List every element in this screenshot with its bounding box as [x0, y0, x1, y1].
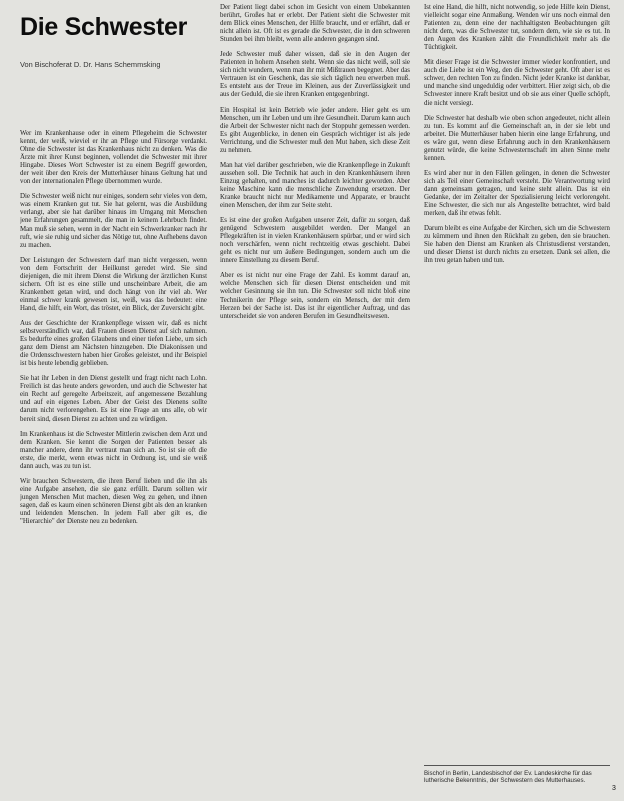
paragraph: Es ist eine der großen Aufgaben unserer Zeit, dafür zu sorgen, daß genügend Schwestern ausgebildet werden. Der Mangel an Pflegekräften ist in vielen Krankenhäusern spürbar, und er wird sich noch verschärfen, wenn nicht rechtzeitig etwas geschieht. Dabei geht es nicht nur um äußere Bedingungen, sondern auch um die innere Einstellung zu diesem Beruf.: [220, 217, 410, 265]
text-column-2: [220, 4, 410, 796]
article-byline: Von Bischoferat D. Dr. Hans Schemmsking: [20, 60, 161, 69]
text-column-1: [20, 130, 207, 796]
paragraph: Jede Schwester muß daher wissen, daß sie in den Augen der Patienten in hohem Ansehen steht. Wenn sie das nicht weiß, soll sie sich nicht wundern, wenn man ihr mit Mißtrauen begegnet. Aber das Vertrauen ist ein Geschenk, das sie sich täglich neu erwerben muß. Es entsteht aus der Treue im Kleinen, aus der Zuverlässigkeit und aus der Geduld, die sie ihren Kranken entgegenbringt.: [220, 51, 410, 99]
footnote-divider: [424, 765, 610, 766]
paragraph: Der Leistungen der Schwestern darf man nicht vergessen, wenn von dem Fortschritt der Heilkunst geredet wird. Sie sind diejenigen, die mit ihrem Dienst die Wirkung der ärztlichen Kunst sichern. Oft ist es eine stille und unscheinbare Arbeit, die am Krankenbett getan wird, und doch hängt von ihr viel ab. Wer einmal schwer krank gewesen ist, weiß, was das bedeutet: eine Hand, die hilft, ein Wort, das tröstet, ein Blick, der Zuversicht gibt.: [20, 256, 207, 312]
paragraph: Sie hat ihr Leben in den Dienst gestellt und fragt nicht nach Lohn. Freilich ist das heute anders geworden, und auch die Schwester hat ein Recht auf geregelte Arbeitszeit, auf angemessene Bezahlung und auf ein eigenes Leben. Aber der Geist des Dienens sollte darum nicht verlorengehen. Es ist eine Frage an uns alle, ob wir bereit sind, diesen Dienst zu achten und zu würdigen.: [20, 375, 207, 423]
paragraph: Wer im Krankenhause oder in einem Pflegeheim die Schwester kennt, der weiß, wieviel er ihr an Pflege und Fürsorge verdankt. Ohne die Schwester ist das Krankenhaus nicht zu denken. Was die Ärzte mit ihrer Kunst beginnen, vollendet die Schwester mit ihrer Hingabe. Dieses Wort Schwester ist zu einem Begriff geworden, der weit über den Kreis der Mutterhäuser hinaus Geltung hat und von der internationalen Pflege übernommen wurde.: [20, 130, 207, 186]
paragraph: Es wird aber nur in den Fällen gelingen, in denen die Schwester sich als Teil einer Gemeinschaft versteht. Die Verantwortung wird dann gemeinsam getragen, und keine steht allein. Das ist ein Gedanke, der im Zeitalter der Spezialisierung leicht verlorengeht. Eine Schwester, die sich nur als Angestellte betrachtet, wird bald merken, daß ihr etwas fehlt.: [424, 169, 610, 218]
paragraph: Ist eine Hand, die hilft, nicht notwendig, so jede Hilfe kein Dienst, vielleicht sogar eine Anmaßung. Wenden wir uns noch einmal den Patienten zu, denn eine der nachhaltigsten Beobachtungen gilt nicht dem, was die Schwester tut, sondern dem, wie sie es tut. In den Augen des Kranken zählt die Freundlichkeit mehr als die Tüchtigkeit.: [424, 4, 610, 52]
paragraph: Man hat viel darüber geschrieben, wie die Krankenpflege in Zukunft aussehen soll. Die Technik hat auch in den Krankenhäusern ihren Einzug gehalten, und manches ist dadurch leichter geworden. Aber keine Maschine kann die menschliche Zuwendung ersetzen. Der Kranke braucht nicht nur Medikamente und Apparate, er braucht einen Menschen, der ihm zur Seite steht.: [220, 161, 410, 210]
paragraph: Ein Hospital ist kein Betrieb wie jeder andere. Hier geht es um Menschen, um ihr Leben und um ihre Gesundheit. Darum kann auch die Arbeit der Schwester nicht nach der Stoppuhr gemessen werden. Es gibt Augenblicke, in denen ein Gespräch wichtiger ist als jede Verrichtung, und die Schwester muß den Mut haben, sich diese Zeit zu nehmen.: [220, 106, 410, 154]
page-number: 3: [612, 785, 616, 792]
paragraph: Im Krankenhaus ist die Schwester Mittlerin zwischen dem Arzt und dem Kranken. Sie kennt die Sorgen der Patienten besser als mancher andere, denn ihr vertraut man sich an. So ist sie oft die erste, die merkt, wenn etwas nicht in Ordnung ist, und sie weiß dann auch, was zu tun ist.: [20, 430, 207, 470]
paragraph: Darum bleibt es eine Aufgabe der Kirchen, sich um die Schwestern zu kümmern und ihnen den Rückhalt zu geben, den sie brauchen. Sie haben den Dienst am Kranken als Christusdienst verstanden, und dieser Dienst ist durch nichts zu ersetzen. Dank sei allen, die ihn treu getan haben und tun.: [424, 225, 610, 265]
author-footnote: Bischof in Berlin, Landesbischof der Ev. Landeskirche für das lutherische Bekenntnis, der Schwestern des Mutterhauses.: [424, 770, 592, 785]
paragraph: Die Schwester weiß nicht nur einiges, sondern sehr vieles von dem, was einem Kranken gut tut. Sie hat gelernt, was die Ausbildung verlangt, aber sie hat darüber hinaus im Umgang mit Menschen jene Erfahrungen gesammelt, die man in keinem Lehrbuch findet. Man muß sie sehen, wenn in der Nacht ein Schwerkranker nach ihr ruft, wie sie ruhig und sicher das Nötige tut, ohne Aufhebens davon zu machen.: [20, 193, 207, 249]
article-title: Die Schwester: [20, 13, 188, 41]
paragraph: Die Schwester hat deshalb wie oben schon angedeutet, nicht allein zu tun. Es kommt auf die Gemeinschaft an, in der sie lebt und arbeitet. Die Mutterhäuser haben hierin eine lange Erfahrung, und es wäre gut, wenn diese Erfahrung auch in den Krankenhäusern genutzt würde, die keine Schwesternschaft im alten Sinne mehr kennen.: [424, 114, 610, 162]
paragraph: Aber es ist nicht nur eine Frage der Zahl. Es kommt darauf an, welche Menschen sich für diesen Dienst entscheiden und mit welcher Gesinnung sie ihn tun. Die Schwester soll nicht bloß eine Technikerin der Pflege sein, sondern ein Mensch, der mit dem Herzen bei der Sache ist. Das ist ihr eigentlicher Auftrag, und das unterscheidet sie von anderen Berufen im Gesundheitswesen.: [220, 272, 410, 320]
paragraph: Der Patient liegt dabei schon im Gesicht von einem Unbekannten berührt, Großes hat er erlebt. Der Patient sieht die Schwester mit dem Blick eines Menschen, der Hilfe braucht, und er erfährt, daß er nicht allein ist. Oft ist es gerade die Schwester, die in den schweren Stunden bei ihm bleibt, wenn alle anderen gegangen sind.: [220, 4, 410, 44]
text-column-3: [424, 4, 610, 716]
paragraph: Wir brauchen Schwestern, die ihren Beruf lieben und die ihn als eine Aufgabe ansehen, die sie ganz erfüllt. Darum sollten wir jungen Menschen Mut machen, diesen Weg zu gehen, und ihnen sagen, daß es kaum einen schöneren Dienst gibt als den an kranken und leidenden Menschen. In jedem Fall aber gilt es, die "Hierarchie" der Dienste neu zu bedenken.: [20, 477, 207, 526]
paragraph: Aus der Geschichte der Krankenpflege wissen wir, daß es nicht selbstverständlich war, daß Frauen diesen Dienst auf sich nahmen. Es bedurfte eines großen Glaubens und einer tiefen Liebe, um sich ganz dem Dienst am Nächsten hinzugeben. Die Diakonissen und die Ordensschwestern haben hier Großes geleistet, und ihr Beispiel ist bis heute lebendig geblieben.: [20, 319, 207, 368]
paragraph: Mit dieser Frage ist die Schwester immer wieder konfrontiert, und auch die Liebe ist ein Weg, den die Schwester geht. Oft aber ist es schwer, den rechten Ton zu finden. Nicht jeder Kranke ist dankbar, und manche sind ungeduldig oder verbittert. Hier zeigt sich, ob die Schwester innere Kraft besitzt und ob sie aus einer Quelle schöpft, die nicht versiegt.: [424, 59, 610, 107]
